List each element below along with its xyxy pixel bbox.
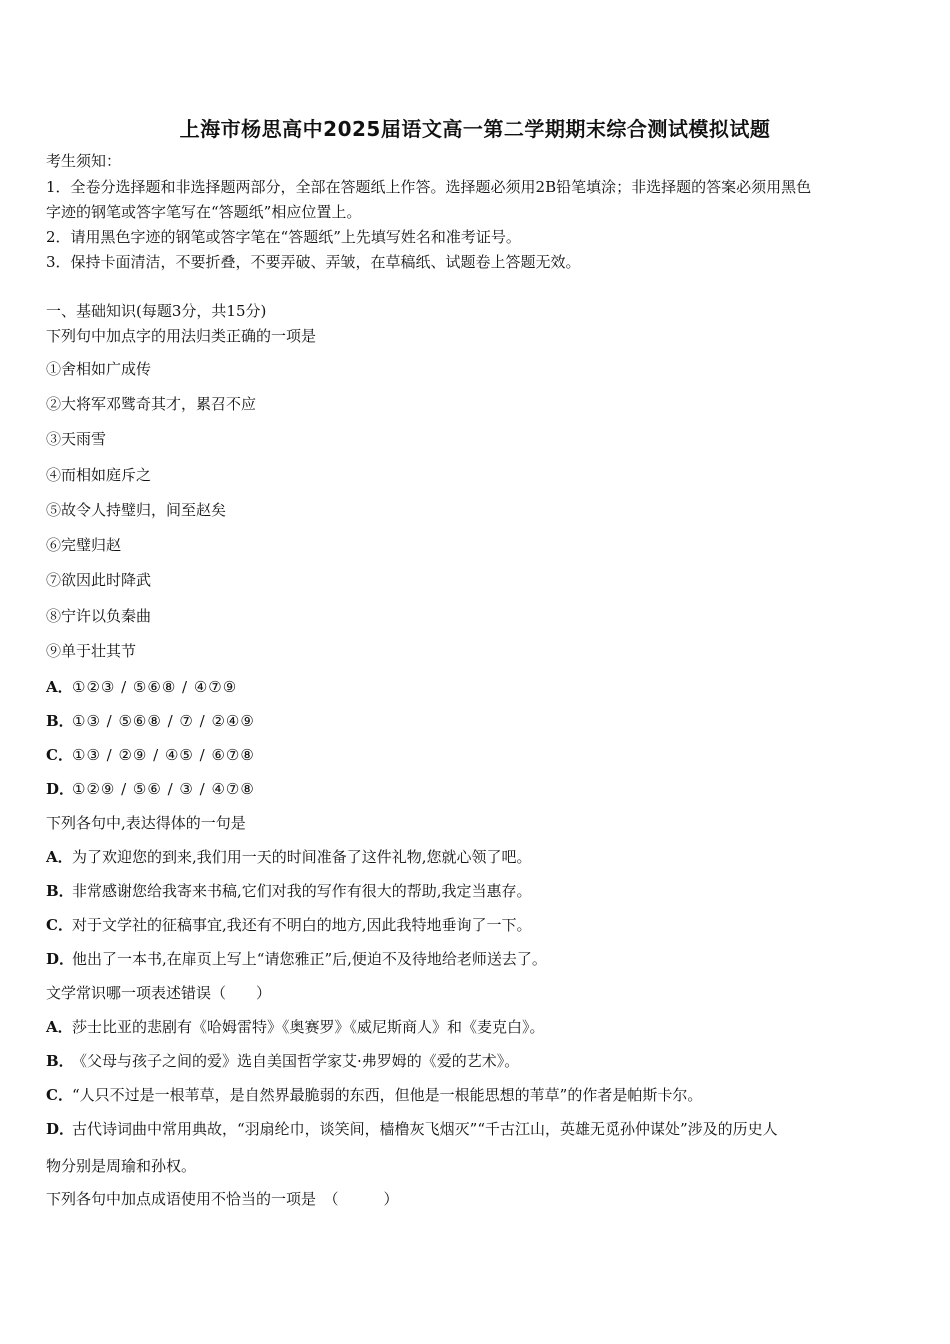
option-text: ①③ / ②⑨ / ④⑤ / ⑥⑦⑧: [72, 746, 255, 764]
answer-option-c[interactable]: [46, 1085, 702, 1105]
list-item: ③天雨雪: [46, 430, 107, 448]
option-text: ①③ / ⑤⑥⑧ / ⑦ / ②④⑨: [72, 712, 255, 730]
notice-heading: 考生须知：: [46, 152, 122, 170]
answer-option-d[interactable]: [46, 779, 255, 799]
question-stem: 下列句中加点字的用法归类正确的一项是: [46, 327, 317, 345]
option-letter: B．: [46, 1052, 74, 1070]
option-text: 《父母与孩子之间的爱》选自美国哲学家艾·弗罗姆的《爱的艺术》。: [72, 1052, 520, 1070]
option-text: 古代诗词曲中常用典故，“羽扇纶巾，谈笑间，樯橹灰飞烟灭”“千古江山，英雄无觅孙仲谋处”涉及的历史人: [72, 1120, 778, 1138]
option-text: ①②⑨ / ⑤⑥ / ③ / ④⑦⑧: [72, 780, 255, 798]
option-letter: D．: [46, 780, 75, 798]
answer-option-d[interactable]: [46, 1119, 778, 1139]
list-item: ⑦欲因此时降武: [46, 571, 152, 589]
answer-option-a[interactable]: [46, 847, 532, 867]
option-text: “人只不过是一根苇草，是自然界最脆弱的东西，但他是一根能思想的苇草”的作者是帕斯卡尔。: [72, 1086, 703, 1104]
option-letter: C．: [46, 916, 73, 934]
notice-item: 字迹的钢笔或答字笔写在“答题纸”相应位置上。: [46, 203, 362, 221]
answer-option-b[interactable]: [46, 711, 255, 731]
option-text: ①②③ / ⑤⑥⑧ / ④⑦⑨: [72, 678, 238, 696]
question-stem: 下列各句中加点成语使用不恰当的一项是 （ ）: [46, 1190, 399, 1208]
question-stem: 下列各句中,表达得体的一句是: [46, 814, 246, 832]
answer-option-a[interactable]: [46, 677, 237, 697]
section-heading: 一、基础知识(每题3分，共15分): [46, 302, 267, 320]
list-item: ②大将军邓骘奇其才，累召不应: [46, 395, 257, 413]
list-item: ⑤故令人持璧归，间至赵矣: [46, 501, 227, 519]
option-text: 莎士比亚的悲剧有《哈姆雷特》《奥赛罗》《威尼斯商人》和《麦克白》。: [72, 1018, 545, 1036]
option-text: 他出了一本书,在扉页上写上“请您雅正”后,便迫不及待地给老师送去了。: [72, 950, 547, 968]
option-letter: A．: [46, 848, 73, 866]
list-item: ⑧宁许以负秦曲: [46, 607, 152, 625]
option-text: 非常感谢您给我寄来书稿,它们对我的写作有很大的帮助,我定当惠存。: [72, 882, 532, 900]
question-stem: 文学常识哪一项表述错误（ ）: [46, 984, 272, 1002]
option-letter: D．: [46, 950, 75, 968]
option-letter: C．: [46, 1086, 73, 1104]
list-item: ⑨单于壮其节: [46, 642, 137, 660]
option-letter: B．: [46, 712, 74, 730]
list-item: ①舍相如广成传: [46, 360, 152, 378]
answer-option-c[interactable]: [46, 915, 532, 935]
option-letter: B．: [46, 882, 74, 900]
notice-item: 2．请用黑色字迹的钢笔或答字笔在“答题纸”上先填写姓名和准考证号。: [46, 228, 521, 246]
option-text: 对于文学社的征稿事宜,我还有不明白的地方,因此我特地垂询了一下。: [72, 916, 532, 934]
page-title: 上海市杨思高中2025届语文高一第二学期期末综合测试模拟试题: [179, 117, 771, 141]
answer-option-d[interactable]: [46, 949, 547, 969]
notice-item: 1．全卷分选择题和非选择题两部分，全部在答题纸上作答。选择题必须用2B铅笔填涂；非选择题的答案必须用黑色: [46, 178, 812, 196]
option-letter: A．: [46, 678, 73, 696]
list-item: ④而相如庭斥之: [46, 466, 152, 484]
notice-item: 3．保持卡面清洁，不要折叠，不要弄破、弄皱，在草稿纸、试题卷上答题无效。: [46, 253, 581, 271]
answer-option-c[interactable]: [46, 745, 255, 765]
option-letter: D．: [46, 1120, 75, 1138]
option-letter: C．: [46, 746, 73, 764]
answer-option-a[interactable]: [46, 1017, 545, 1037]
option-letter: A．: [46, 1018, 73, 1036]
answer-option-b[interactable]: [46, 1051, 519, 1071]
list-item: ⑥完璧归赵: [46, 536, 122, 554]
option-continuation: 物分别是周瑜和孙权。: [46, 1157, 197, 1175]
option-text: 为了欢迎您的到来,我们用一天的时间准备了这件礼物,您就心领了吧。: [72, 848, 532, 866]
answer-option-b[interactable]: [46, 881, 532, 901]
